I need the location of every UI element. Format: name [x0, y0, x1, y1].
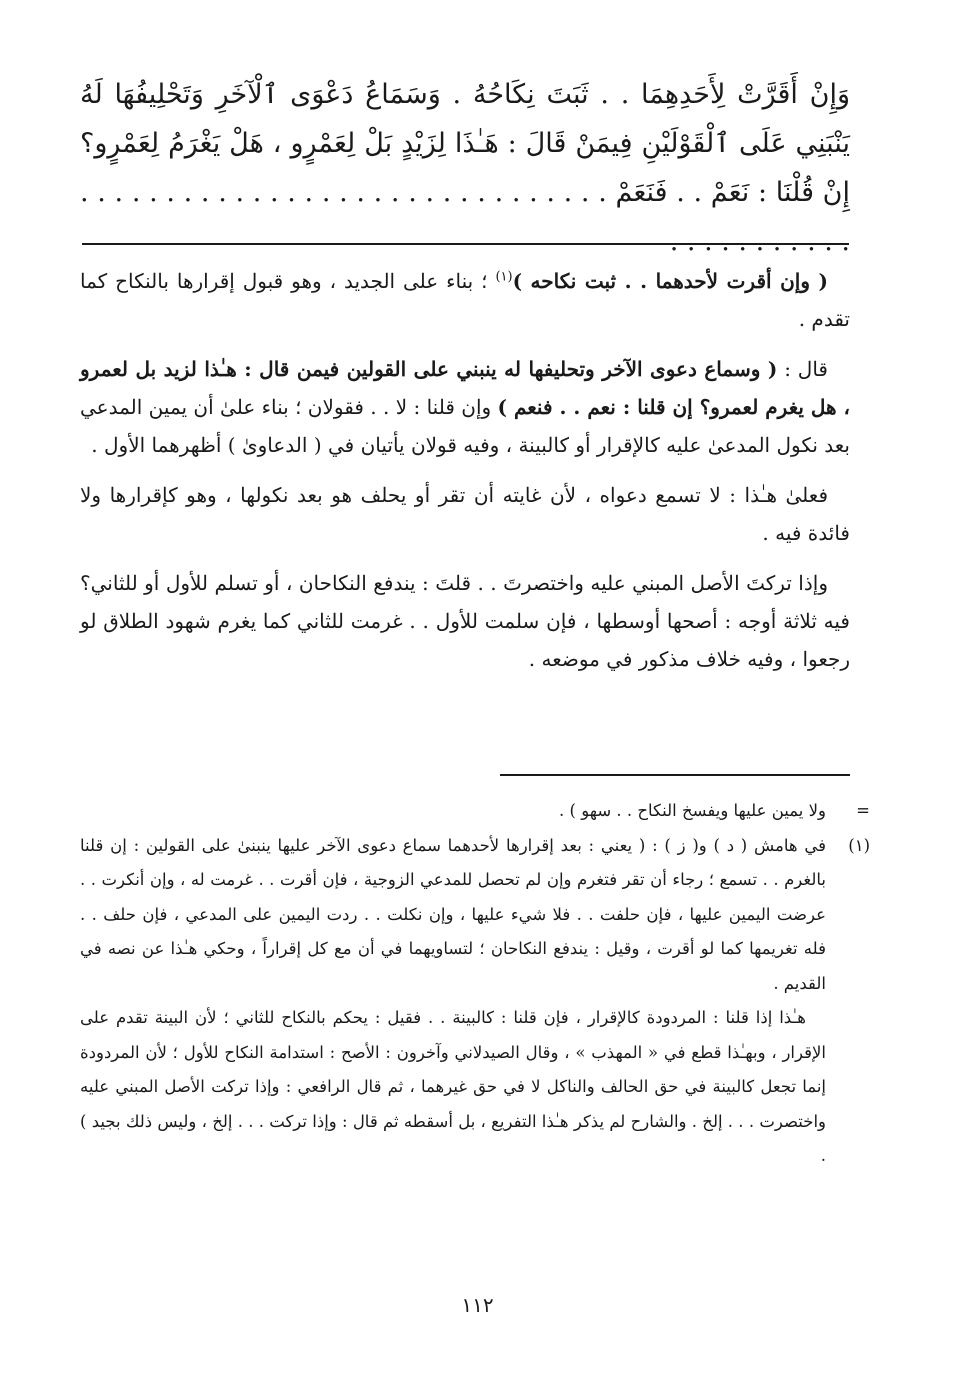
commentary-text: ؛ بناء على الجديد ، وهو قبول إقرارها بالنكاح كما تقدم . — [80, 269, 850, 331]
footnote-continuation — [80, 794, 870, 829]
footnote-text: ولا يمين عليها ويفسخ النكاح . . سهو ) . — [559, 801, 826, 820]
quoted-main-text: ( وسماع دعوى الآخر وتحليفها له ينبني على القولين فيمن قال : هـٰذا لزيد بل لعمرو ، هل يغرم لعمرو؟ إن قلنا : نعم . . فنعم ) — [80, 357, 850, 419]
commentary-paragraph — [80, 262, 850, 338]
commentary-paragraph — [80, 350, 850, 464]
footnote-mark: = — [856, 801, 870, 820]
commentary-lead: قال : — [777, 357, 828, 381]
main-text-divider — [82, 243, 849, 245]
footnote-text: هـٰذا إذا قلنا : المردودة كالإقرار ، فإن قلنا : كالبينة . . فقيل : يحكم بالنكاح للثاني ؛ لأن البينة تقدم على الإقرار ، وبهـٰذا قطع في « المهذب » ، وقال الصيدلاني وآخرون : الأصح : استدامة النكاح للأول ؛ لأن المردودة إنما تجعل كالبينة في حق الحالف والناكل لا في حق غيرهما ، ثم قال الرافعي : وإذا تركت الأصل المبني عليه واختصرت . . . إلخ . والشارح لم يذكر هـٰذا التفريع ، بل أسقطه ثم قال : وإذا تركت . . . إلخ ، وليس ذلك بجيد ) . — [80, 1008, 826, 1165]
footnote-1 — [80, 829, 870, 1174]
commentary — [80, 262, 850, 690]
footnote-text: في هامش ( د ) و( ز ) : ( يعني : بعد إقرارها لأحدهما سماع دعوى الآخر عليها ينبنىٰ على القولين : إن قلنا بالغرم . . تسمع ؛ رجاء أن تقر فتغرم وإن لم تحصل للمدعي الزوجية ، فإن أقرت . . غرمت له ، وإن أنكرت . . عرضت اليمين عليها ، فإن حلفت . . فلا شيء عليها ، وإن نكلت . . ردت اليمين على المدعي ، فإن حلف . . فله تغريمها كما لو أقرت ، وقيل : يندفع النكاحان ؛ لتساويهما في أن مع كل إقراراً ، وحكي هـٰذا عن نصه في القديم . — [80, 835, 826, 993]
footnote-mark: (١) — [848, 835, 870, 855]
footnotes — [80, 794, 870, 1174]
footnotes-divider — [500, 774, 850, 776]
commentary-paragraph: فعلىٰ هـٰذا : لا تسمع دعواه ، لأن غايته أن تقر أو يحلف هو بعد نكولها ، وهو كإقرارها ولا فائدة فيه . — [80, 483, 850, 545]
main-text-paragraph: وَإِنْ أَقَرَّتْ لِأَحَدِهِمَا . . ثَبَتَ نِكَاحُهُ . وَسَمَاعُ دَعْوَى ٱلْآخَرِ وَتَحْلِيفُهَا لَهُ يَنْبَنِي عَلَى ٱلْقَوْلَيْنِ فِيمَنْ قَالَ : هَـٰذَا لِزَيْدٍ بَلْ لِعَمْرٍو ، هَلْ يَغْرَمُ لِعَمْرٍو؟ إِنْ قُلْنَا : نَعَمْ . . فَنَعَمْ . . . . . . . . . . . . . . . . . . . . . . . . . . . . . . . . . . . . . . . . . . — [80, 79, 850, 257]
commentary-text: وإن قلنا : لا . . فقولان ؛ بناء علىٰ أن يمين المدعي بعد نكول المدعىٰ عليه كالإقرار أو كالبينة ، وفيه قولان يأتيان في ( الدعاوىٰ ) أظهرهما الأول . — [80, 395, 850, 457]
footnote-ref[interactable]: (١) — [495, 269, 513, 285]
quoted-main-text: ( وإن أقرت لأحدهما . . ثبت نكاحه ) — [512, 269, 828, 293]
commentary-paragraph: وإذا تركتَ الأصل المبني عليه واختصرتَ . . قلتَ : يندفع النكاحان ، أو تسلم للأول أو للثاني؟ فيه ثلاثة أوجه : أصحها أوسطها ، فإن سلمت للأول . . غرمت للثاني كما يغرم شهود الطلاق لو رجعوا ، وفيه خلاف مذكور في موضعه . — [80, 571, 850, 671]
page-number: ١١٢ — [461, 1293, 494, 1317]
main-text — [80, 70, 850, 266]
